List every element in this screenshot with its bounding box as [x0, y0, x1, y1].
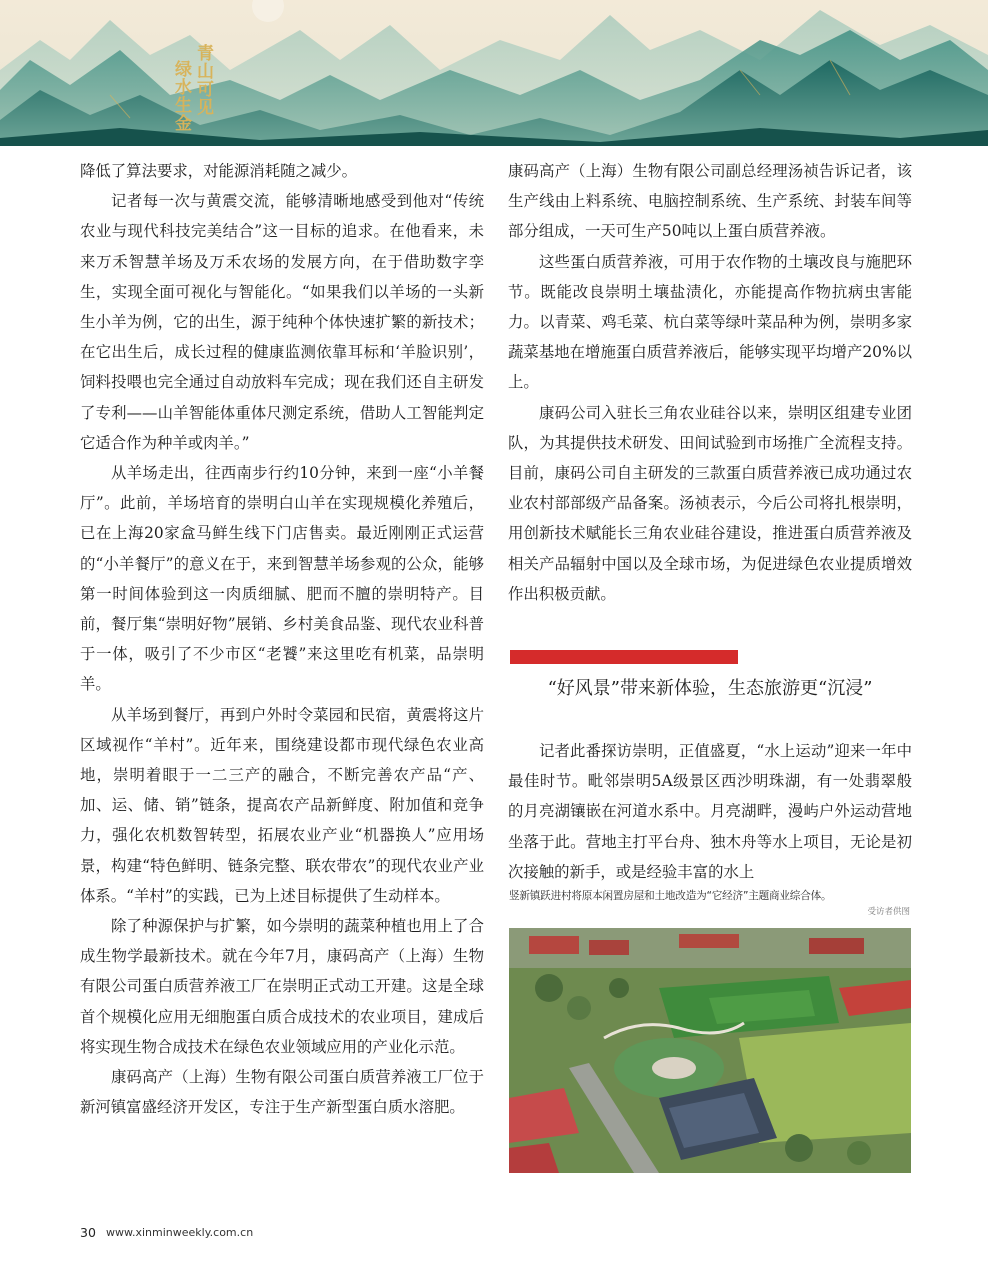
paragraph: 除了种源保护与扩繁，如今崇明的蔬菜种植也用上了合成生物学最新技术。就在今年7月，康码高产（上海）生物有限公司蛋白质营养液工厂在崇明正式动工开建。这是全球首个规模化应用无细胞蛋白质合成技术的农业项目，建成后将实现生物合成技术在绿色农业领域应用的产业化示范。 [80, 917, 484, 1056]
paragraph: 降低了算法要求，对能源消耗随之减少。 [80, 162, 358, 180]
paragraph: 这些蛋白质营养液，可用于农作物的土壤改良与施肥环节。既能改良崇明土壤盐渍化，亦能提高作物抗病虫害能力。以青菜、鸡毛菜、杭白菜等绿叶菜品种为例，崇明多家蔬菜基地在增施蛋白质营养液后，能够实现平均增产20%以上。 [508, 252, 912, 392]
mountain-landscape-illustration [0, 0, 988, 146]
paragraph: 康码公司入驻长三角农业硅谷以来，崇明区组建专业团队，为其提供技术研发、田间试验到市场推广全流程支持。目前，康码公司自主研发的三款蛋白质营养液已成功通过农业农村部部级产品备案。汤祯表示，今后公司将扎根崇明，用创新技术赋能长三角农业硅谷建设，推进蛋白质营养液及相关产品辐射中国以及全球市场，为促进绿色农业提质增效作出积极贡献。 [508, 403, 912, 603]
right-article-column [508, 156, 912, 609]
website-url: www.xinminweekly.com.cn [106, 1226, 254, 1239]
page-number: 30 [80, 1225, 96, 1240]
paragraph: 从羊场到餐厅，再到户外时令菜园和民宿，黄震将这片区域视作“羊村”。近年来，围绕建设都市现代绿色农业高地，崇明着眼于一二三产的融合，不断完善农产品“产、加、运、储、销”链条，提高农产品新鲜度、附加值和竞争力，强化农机数智转型，拓展农业产业“机器换人”应用场景，构建“特色鲜明、链条完整、联农带农”的现代农业产业体系。“羊村”的实践，已为上述目标提供了生动样本。 [80, 705, 484, 905]
banner-title-line2: 绿水生金 [171, 60, 191, 132]
aerial-photo-illustration [509, 928, 911, 1173]
header-banner [0, 0, 988, 146]
photo-credit: 受访者供图 [867, 907, 910, 917]
paragraph: 从羊场走出，往西南步行约10分钟，来到一座“小羊餐厅”。此前，羊场培育的崇明白山羊在实现规模化养殖后，已在上海20家盒马鲜生线下门店售卖。最近刚刚正式运营的“小羊餐厅”的意义在于，来到智慧羊场参观的公众，能够第一时间体验到这一肉质细腻、肥而不膻的崇明特产。目前，餐厅集“崇明好物”展销、乡村美食品鉴、现代农业科普于一体，吸引了不少市区“老饕”来这里吃有机菜，品崇明羊。 [80, 464, 484, 694]
section-accent-bar [510, 650, 738, 664]
aerial-village-photo [509, 928, 911, 1173]
photo-caption: 竖新镇跃进村将原本闲置房屋和土地改造为“它经济”主题商业综合体。 [509, 890, 832, 902]
banner-title-line1: 青山可见 [193, 44, 213, 116]
paragraph: 康码高产（上海）生物有限公司副总经理汤祯告诉记者，该生产线由上料系统、电脑控制系统、生产系统、封装车间等部分组成，一天可生产50吨以上蛋白质营养液。 [508, 162, 912, 241]
paragraph: 康码高产（上海）生物有限公司蛋白质营养液工厂位于新河镇富盛经济开发区，专注于生产新型蛋白质水溶肥。 [80, 1068, 484, 1117]
section-heading: “好风景”带来新体验，生态旅游更“沉浸” [547, 678, 873, 699]
paragraph: 记者每一次与黄震交流，能够清晰地感受到他对“传统农业与现代科技完美结合”这一目标的追求。在他看来，未来万禾智慧羊场及万禾农场的发展方向，在于借助数字孪生，实现全面可视化与智能化。“如果我们以羊场的一头新生小羊为例，它的出生，源于纯种个体快速扩繁的新技术；在它出生后，成长过程的健康监测依靠耳标和‘羊脸识别’，饲料投喂也完全通过自动放料车完成；现在我们还自主研发了专利——山羊智能体重体尺测定系统，借助人工智能判定它适合作为种羊或肉羊。” [80, 192, 484, 452]
paragraph: 记者此番探访崇明，正值盛夏，“水上运动”迎来一年中最佳时节。毗邻崇明5A级景区西沙明珠湖，有一处翡翠般的月亮湖镶嵌在河道水系中。月亮湖畔，漫屿户外运动营地坐落于此。营地主打平台舟、独木舟等水上项目，无论是初次接触的新手，或是经验丰富的水上 [508, 742, 912, 881]
section-body [508, 736, 912, 887]
left-article-column [80, 156, 484, 1123]
